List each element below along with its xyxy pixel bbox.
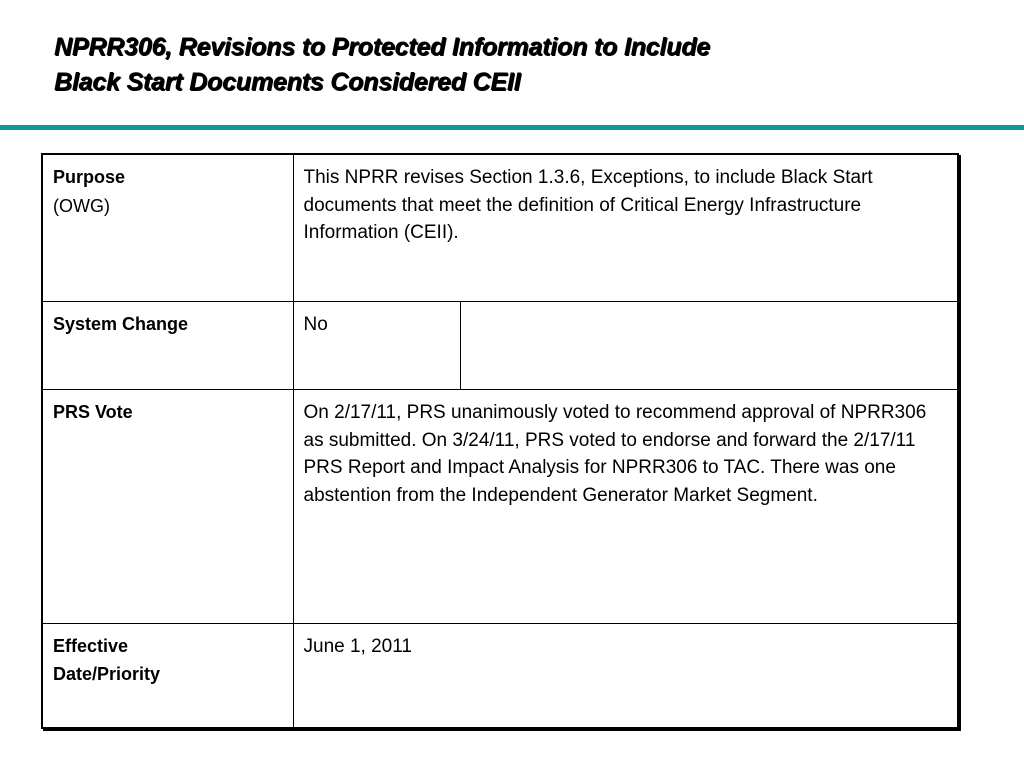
slide-title-line-1: NPRR306, Revisions to Protected Information to Include xyxy=(54,33,710,61)
effective-date-value: June 1, 2011 xyxy=(293,624,958,729)
purpose-label: Purpose xyxy=(53,167,126,187)
table-row-effective-date xyxy=(42,624,958,729)
effective-label-line-2: Date/Priority xyxy=(53,663,161,684)
slide-title xyxy=(54,30,994,100)
purpose-label-cell xyxy=(42,154,293,302)
system-change-extra-cell xyxy=(460,302,958,390)
system-change-value: No xyxy=(293,302,460,390)
purpose-sublabel: (OWG) xyxy=(53,195,110,216)
purpose-value: This NPRR revises Section 1.3.6, Exceptions, to include Black Start documents that meet the definition of Critical Energy Infrastructure Information (CEII). xyxy=(293,154,958,302)
effective-label-line-1: Effective xyxy=(53,636,129,656)
effective-date-label-cell xyxy=(42,624,293,729)
prs-vote-label: PRS Vote xyxy=(42,390,293,624)
table-row-purpose xyxy=(42,154,958,302)
prs-vote-value: On 2/17/11, PRS unanimously voted to recommend approval of NPRR306 as submitted. On 3/24/11, PRS voted to endorse and forward the 2/17/11 PRS Report and Impact Analysis for NPRR306 to TAC. There was one abstention from the Independent Generator Market Segment. xyxy=(293,390,958,624)
table-row-prs-vote xyxy=(42,390,958,624)
system-change-label: System Change xyxy=(42,302,293,390)
title-divider xyxy=(0,125,1024,130)
slide-title-line-2: Black Start Documents Considered CEII xyxy=(54,68,521,96)
table-row-system-change xyxy=(42,302,958,390)
nprr-summary-table xyxy=(41,153,959,729)
